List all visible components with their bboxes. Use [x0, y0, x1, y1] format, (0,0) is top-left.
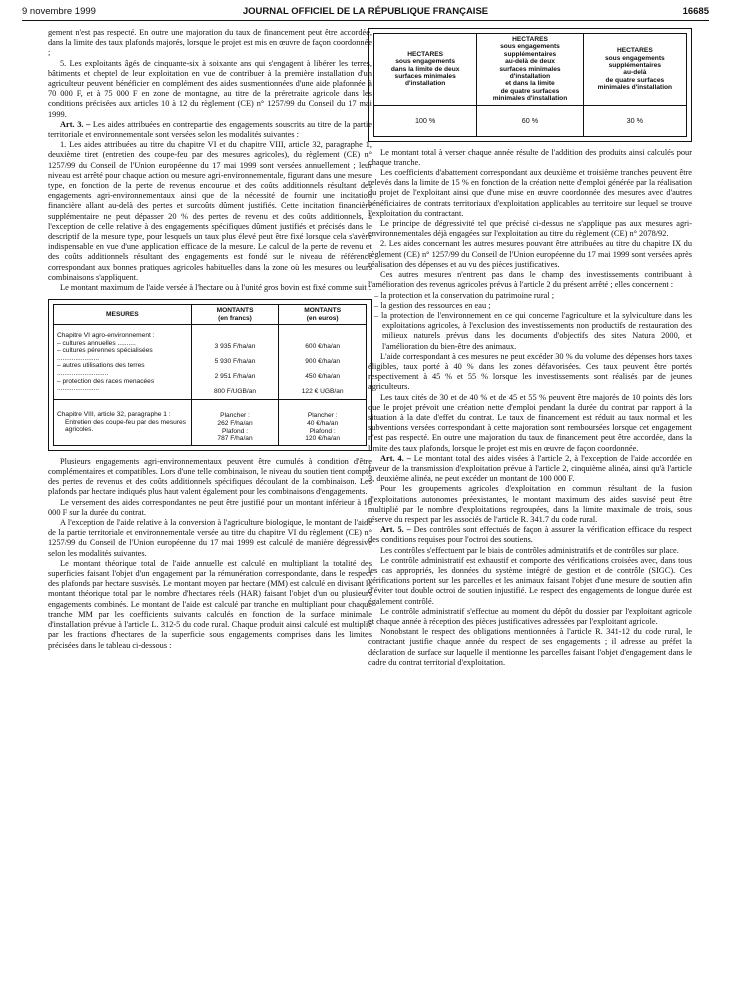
issue-date: 9 novembre 1999	[22, 6, 96, 17]
amounts-table-frame	[48, 299, 372, 451]
measure-label: – cultures annuelles ..........	[57, 339, 136, 347]
table-header-row	[54, 305, 367, 325]
table-header: HECTARES sous engagements supplémentaires au-delà de quatre surfaces minimales d'installation	[583, 34, 686, 106]
table-row	[374, 105, 687, 136]
measure-label: – cultures pérennes spécialisées .......................	[57, 347, 153, 362]
left-column	[48, 28, 372, 651]
measure-label: – autres utilisations des terres ............................	[57, 362, 145, 378]
paragraph: Le montant théorique total de l'aide annuelle est calculé en multipliant la totalité des superficies faisant l'objet d'un engagement par la rémunération correspondante, dans le respect des plafonds par hectare susvisés. Le montant moyen par hectare (MM) est calculé en divisant le montant théorique total par le nombre d'hectares réels (HAR) faisant l'objet d'un ou plusieurs engagements combinés. Le montant de l'aide est calculé par tranche en multipliant pour chaque tranche MM par les coefficients suivants calculés en fonction de la surface minimale d'installation prévue à l'article L. 312-5 du code rural. Chaque produit ainsi calculé est multiplié par les fractions d'hectares de la superficie sous engagements comprises dans les limites précisées dans le tableau ci-dessous :	[48, 558, 372, 650]
chapter-title: Chapitre VIII, article 32, paragraphe 1 :	[57, 411, 171, 419]
journal-title: JOURNAL OFFICIEL DE LA RÉPUBLIQUE FRANÇAISE	[242, 6, 489, 17]
table-header: HECTARES sous engagements dans la limite de deux surfaces minimales d'installation	[374, 34, 477, 106]
page-number: 16685	[682, 6, 709, 17]
table-header-row	[374, 34, 687, 106]
paragraph: 5. Les exploitants âgés de cinquante-six à soixante ans qui s'engagent à libérer les terres, bâtiments et cheptel de leur exploitation en vue de contribuer à la première installation d'un agriculteur peuvent bénéficier en complément des aides susmentionnées d'une aide plafonnée à 70 000 F, et à 75 000 F en zone de montagne, au titre de la préretraite agricole dans les conditions précisées aux articles 10 à 12 du règlement (CE) n° 1257/99 du Conseil du 17 mai 1999.	[48, 58, 372, 119]
table-header: MONTANTS (en francs)	[191, 305, 279, 325]
article-label: Art. 5. –	[380, 525, 411, 535]
paragraph: Le versement des aides correspondantes ne peut être justifié pour un montant inférieur à 10 000 F sur la durée du contrat.	[48, 497, 372, 517]
amount-euros: 120 €/ha/an	[305, 435, 341, 443]
list-item: – la gestion des ressources en eau ;	[374, 300, 491, 310]
table-header: MESURES	[54, 305, 192, 325]
article-4	[368, 454, 692, 485]
paragraph: Plusieurs engagements agri-environnementaux peuvent être cumulés à condition d'être complémentaires et compatibles. Lors d'une telle combinaison, le niveau du soutien tient compte des pertes de revenus et des coûts additionnels spécifiques découlant de la combinaison. Les plafonds par hectare indiqués plus haut valent également pour les combinaisons d'engagements.	[48, 456, 372, 497]
paragraph: L'aide correspondant à ces mesures ne peut excéder 30 % du volume des dépenses hors taxes éligibles, taux porté à 40 % dans les zones défavorisées. Ces taux peuvent être portés respectivement à 45 % et 55 % lorsque les investissements sont réalisés par de jeunes agriculteurs.	[368, 351, 692, 392]
table-cell	[191, 400, 279, 445]
page-header	[22, 6, 709, 20]
paragraph: Pour les groupements agricoles d'exploitation en commun résultant de la fusion d'exploitations autonomes préexistantes, le montant maximum des aides susvisé peut être multiplié par le nombre d'exploitations regroupées, dans la limite maximale de trois, sous réserve du respect par les associés de l'article R. 341.7 du code rural.	[368, 484, 692, 524]
paragraph: A l'exception de l'aide relative à la conversion à l'agriculture biologique, le montant de l'aide de la partie territoriale et environnementale versée au titre du chapitre VI du règlement (CE) n° 1257/99 du Conseil de l'Union européenne du 17 mai 1999 est calculé de manière dégressive selon les modalités suivantes.	[48, 518, 372, 558]
amount-euros: 450 €/ha/an	[305, 373, 341, 381]
measure-label: Entretien des coupe-feu par des mesures agricoles.	[65, 418, 186, 434]
amount-euros: 900 €/ha/an	[305, 358, 341, 366]
chapter-title: Chapitre VI agro-environnement :	[57, 332, 155, 340]
paragraph: Le montant total à verser chaque année résulte de l'addition des produits ainsi calculés pour chaque tranche.	[368, 147, 692, 167]
table-row	[54, 400, 367, 445]
paragraph: Le montant maximum de l'aide versée à l'hectare ou à l'unité gros bovin est fixé comme suit :	[60, 283, 372, 293]
list-item: – la protection de l'environnement en ce qui concerne l'agriculture et la sylviculture dans les exploitations agricoles, à l'exclusion des investissements non productifs de restauration des milieux naturels prévus dans les documents d'objectifs des sites Natura 2000, et l'amélioration du bien-être des animaux.	[374, 310, 692, 351]
paragraph: gement n'est pas respecté. En outre une majoration du taux de financement peut être accordée, dans la limite des taux plafonds majorés, lorsque le projet est mis en œuvre de façon coordonnée ;	[48, 28, 372, 58]
paragraph: Le contrôle administratif est exhaustif et comporte des vérifications croisées avec, dans tous les cas appropriés, les données du système intégré de gestion et de contrôle (SIGC). Ces vérifications portent sur les parcelles et les animaux faisant l'objet d'une mesure de soutien afin d'éviter tout double octroi de soutien injustifié. Le respect des engagements de longue durée est également contrôlé.	[368, 555, 692, 606]
table-cell	[191, 325, 279, 400]
table-cell	[54, 325, 192, 400]
amount-francs: 2 951 F/ha/an	[214, 373, 256, 381]
amount-euros: Plafond :	[309, 427, 336, 435]
hectares-table	[373, 33, 687, 137]
table-cell: 100 %	[374, 105, 477, 136]
article-text: Les aides attribuées en contrepartie des engagements souscrits au titre de la partie territoriale et environnementale sont versées selon les modalités suivantes :	[48, 119, 372, 140]
paragraph: 1. Les aides attribuées au titre du chapitre VI et du chapitre VIII, article 32, paragraphe 1, deuxième tiret (entretien des coupe-feu par des mesures agricoles), du règlement (CE) n° 1257/99 du Conseil de l'Union européenne du 17 mai 1999 sont versées annuellement ; leur niveau est arrêté pour chaque action ou mesure agri-environnementale, figurant dans une mesure type, en fonction de la perte de revenus encourue et des coûts additionnels résultant des engagements agri-environnementaux ainsi que de la nécessité de fournir une incitation financière allant au-delà des pertes et surcoûts dûment justifiés. Cette incitation financière supplémentaire ne peut dépasser 20 % des pertes de revenu et des coûts additionnels, à l'exception de celle relative à des engagements spécifiques dûment justifiés et précisés dans le descriptif de la mesure type, pour lesquels un taux plus élevé peut être fixé lorsque cela s'avère indispensable en vue d'une application efficace de la mesure. Le calcul de la perte de revenu et des coûts additionnels résultant des engagements est fondé sur le niveau de référence correspondant aux bonnes pratiques agricoles habituelles dans la zone où les mesures ou leurs combinaisons s'appliquent.	[48, 140, 372, 282]
paragraph: Les taux cités de 30 et de 40 % et de 45 et 55 % peuvent être majorés de 10 points dès lors que le projet prévoit une création nette d'emploi pendant la durée du contrat par rapport à la situation à la date d'effet du contrat. Le taux de financement est réduit au taux normal et les subventions versées correspondant à cette majoration sont remboursées lorsque cet engagement n'est pas respecté. En outre une majoration du taux de financement peut être accordée, dans la limite des taux plafonds, lorsque le projet est mis en œuvre de façon coordonnée.	[368, 392, 692, 453]
amount-euros: 122 € UGB/an	[301, 388, 344, 396]
list-item: – la protection et la conservation du patrimoine rural ;	[374, 290, 555, 300]
paragraph: Nonobstant le respect des obligations mentionnées à l'article R. 341-12 du code rural, le contractant justifie chaque année du respect de ses engagements ; il adresse au préfet la déclaration de surface sur laquelle il mentionne les parcelles faisant l'objet d'engagement dans le cadre du contrat territorial d'exploitation.	[368, 627, 692, 667]
amount-francs: 3 935 F/ha/an	[214, 343, 256, 351]
amount-francs: 262 F/ha/an	[217, 420, 253, 428]
amount-euros: Plancher :	[307, 412, 338, 420]
amount-francs: Plafond :	[222, 427, 249, 435]
table-header: HECTARES sous engagements supplémentaires au-delà de deux surfaces minimales d'installation et dans la limite de quatre surfaces minimales d'installation	[477, 34, 583, 106]
table-cell: 30 %	[583, 105, 686, 136]
measure-label: – protection des races menacées .......................	[57, 377, 155, 393]
amount-euros: 40 €/ha/an	[307, 420, 339, 428]
measures-list	[368, 291, 692, 352]
table-row	[54, 325, 367, 400]
paragraph: Le contrôle administratif s'effectue au moment du dépôt du dossier par l'exploitant agricole et chaque année à réception des pièces justificatives adressées par l'exploitant agricole.	[368, 606, 692, 626]
paragraph: Les coefficients d'abattement correspondant aux deuxième et troisième tranches peuvent être relevés dans la limite de 15 % en fonction de la création nette d'emploi générée par la réalisation du projet de l'exploitant ainsi que d'une mise en œuvre coordonnée des mesures avec d'autres bénéficiaires de contrats territoriaux d'exploitation applicables au territoire sur lequel se trouve l'exploitation du contractant.	[368, 168, 692, 218]
article-text: Le montant total des aides visées à l'article 2, à l'exception de l'aide accordée en faveur de la transmission d'exploitation prévue à l'article 2, cinquième alinéa, ainsi qu'à l'article 3, deuxième alinéa, ne peut excéder un montant de 100 000 F.	[368, 453, 692, 484]
amount-francs: 800 F/UGB/an	[213, 388, 257, 396]
paragraph: Le principe de dégressivité tel que précisé ci-dessus ne s'applique pas aux mesures agri-environnementales déjà engagées sur l'exploitation au titre du règlement (CE) n° 2078/92.	[368, 219, 692, 239]
header-rule	[22, 20, 709, 21]
amount-euros: 600 €/ha/an	[305, 343, 341, 351]
table-cell: 60 %	[477, 105, 583, 136]
paragraph: 2. Les aides concernant les autres mesures pouvant être attribuées au titre du chapitre IX du règlement (CE) n° 1257/99 du Conseil de l'Union européenne du 17 mai 1999 sont versées après réalisation des dépenses et au vu des pièces justificatives.	[368, 239, 692, 269]
amount-francs: Plancher :	[220, 412, 250, 420]
article-label: Art. 3. –	[60, 119, 91, 129]
amounts-table	[53, 304, 367, 446]
article-text: Des contrôles sont effectués de façon à assurer la vérification efficace du respect des conditions requises pour l'octroi des soutiens.	[368, 525, 693, 545]
article-5	[368, 525, 692, 545]
paragraph: Les contrôles s'effectuent par le biais de contrôles administratifs et de contrôles sur place.	[380, 545, 679, 555]
table-cell	[279, 400, 367, 445]
table-cell	[54, 400, 192, 445]
right-column	[368, 28, 692, 668]
hectares-table-frame	[368, 28, 692, 142]
article-3	[48, 120, 372, 140]
paragraph: Ces autres mesures n'entrent pas dans le champ des investissements contribuant à l'amélioration des revenus agricoles prévus à l'article 2 du présent arrêté ; elles concernent :	[368, 270, 692, 290]
article-label: Art. 4. –	[380, 453, 411, 463]
table-header: MONTANTS (en euros)	[279, 305, 367, 325]
amount-francs: 5 930 F/ha/an	[214, 358, 256, 366]
amount-francs: 787 F/ha/an	[217, 435, 253, 443]
table-cell	[279, 325, 367, 400]
